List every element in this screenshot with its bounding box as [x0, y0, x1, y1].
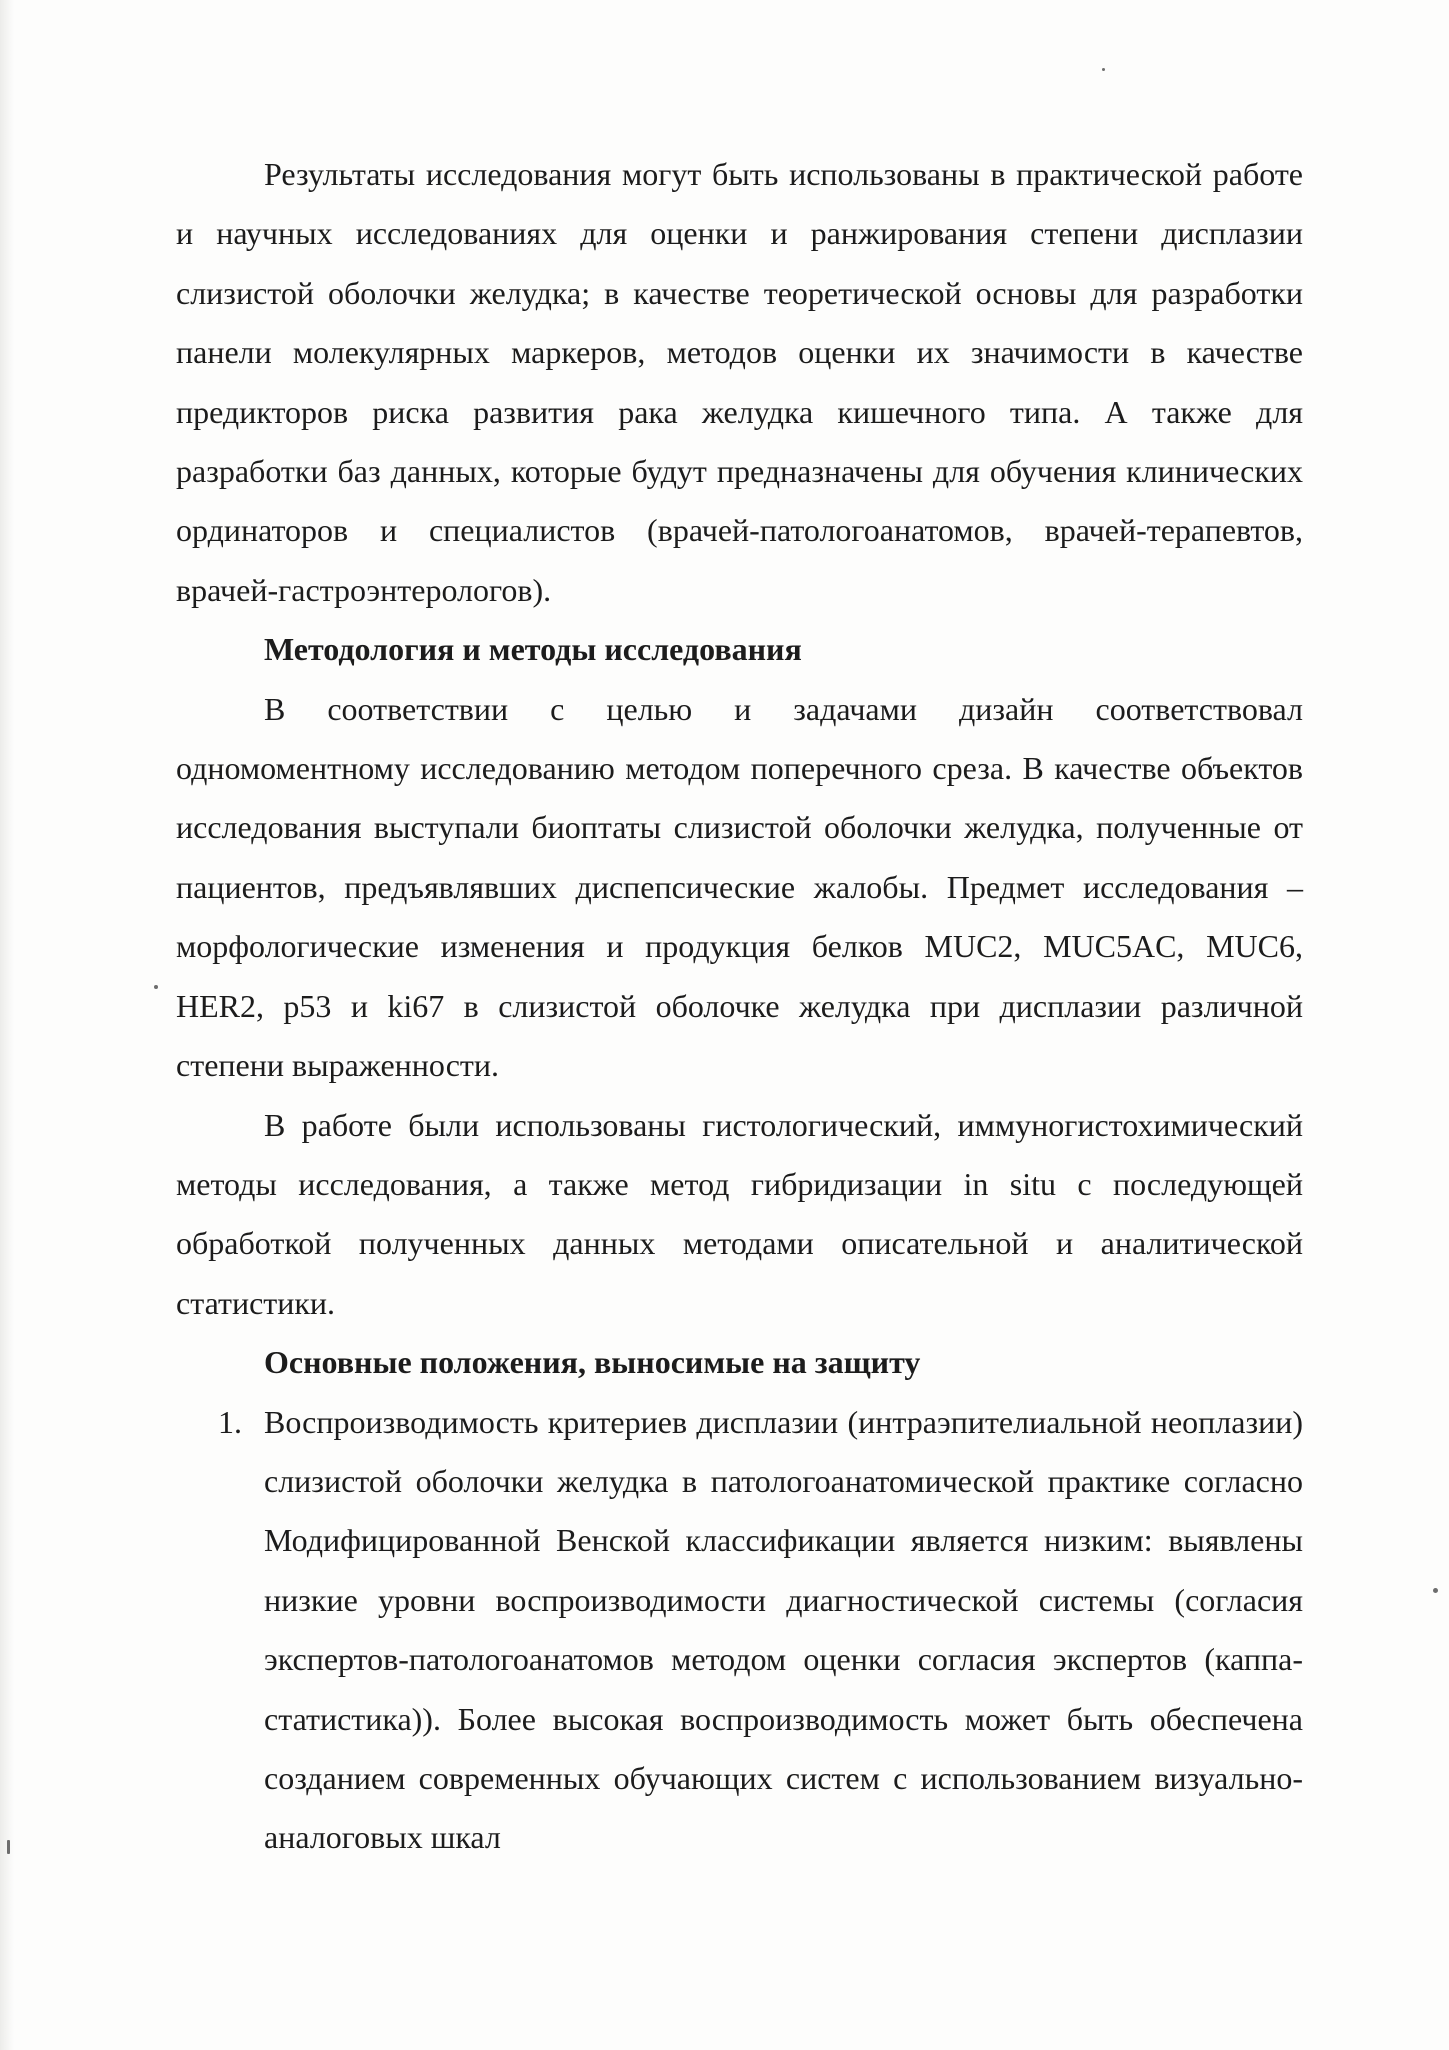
scan-speck	[1102, 68, 1105, 71]
list-item-number: 1.	[218, 1403, 242, 1440]
heading-defense-provisions: Основные положения, выносимые на защиту	[264, 1344, 921, 1381]
paragraph-methods-used: В работе были использованы гистологический, иммуногистохимический методы исследования, а также метод гибридизации in situ с последующей обработкой полученных данных методами описательной и аналитической статистики.	[176, 1106, 1303, 1321]
list-item	[176, 1393, 1303, 1868]
heading-methodology: Методология и методы исследования	[264, 631, 802, 668]
scan-speck	[1433, 1588, 1438, 1593]
provisions-list	[176, 1393, 1303, 1868]
list-item-text: Воспроизводимость критериев дисплазии (интраэпителиальной неоплазии) слизистой оболочки желудка в патологоанатомической практике согласно Модифицированной Венской классификации является низким: выявлены низкие уровни воспроизводимости диагностической системы (согласия экспертов-патологоанатомов методом оценки согласия экспертов (каппа-статистика)). Более высокая воспроизводимость может быть обеспечена созданием современных обучающих систем с использованием визуально-аналоговых шкал	[264, 1403, 1303, 1856]
scan-edge	[0, 0, 14, 2050]
paragraph-study-design: В соответствии с целью и задачами дизайн соответствовал одномоментному исследованию методом поперечного среза. В качестве объектов исследования выступали биоптаты слизистой оболочки желудка, полученные от пациентов, предъявлявших диспепсические жалобы. Предмет исследования – морфологические изменения и продукция белков MUC2, MUC5AC, MUC6, HER2, p53 и ki67 в слизистой оболочке желудка при дисплазии различной степени выраженности.	[176, 690, 1303, 1084]
scan-speck	[7, 1840, 10, 1854]
document-body	[176, 145, 1303, 1868]
paragraph-results-application: Результаты исследования могут быть использованы в практической работе и научных исследованиях для оценки и ранжирования степени дисплазии слизистой оболочки желудка; в качестве теоретической основы для разработки панели молекулярных маркеров, методов оценки их значимости в качестве предикторов риска развития рака желудка кишечного типа. А также для разработки баз данных, которые будут предназначены для обучения клинических ординаторов и специалистов (врачей-патологоанатомов, врачей-терапевтов, врачей-гастроэнтерологов).	[176, 156, 1303, 608]
scan-speck	[154, 985, 158, 989]
